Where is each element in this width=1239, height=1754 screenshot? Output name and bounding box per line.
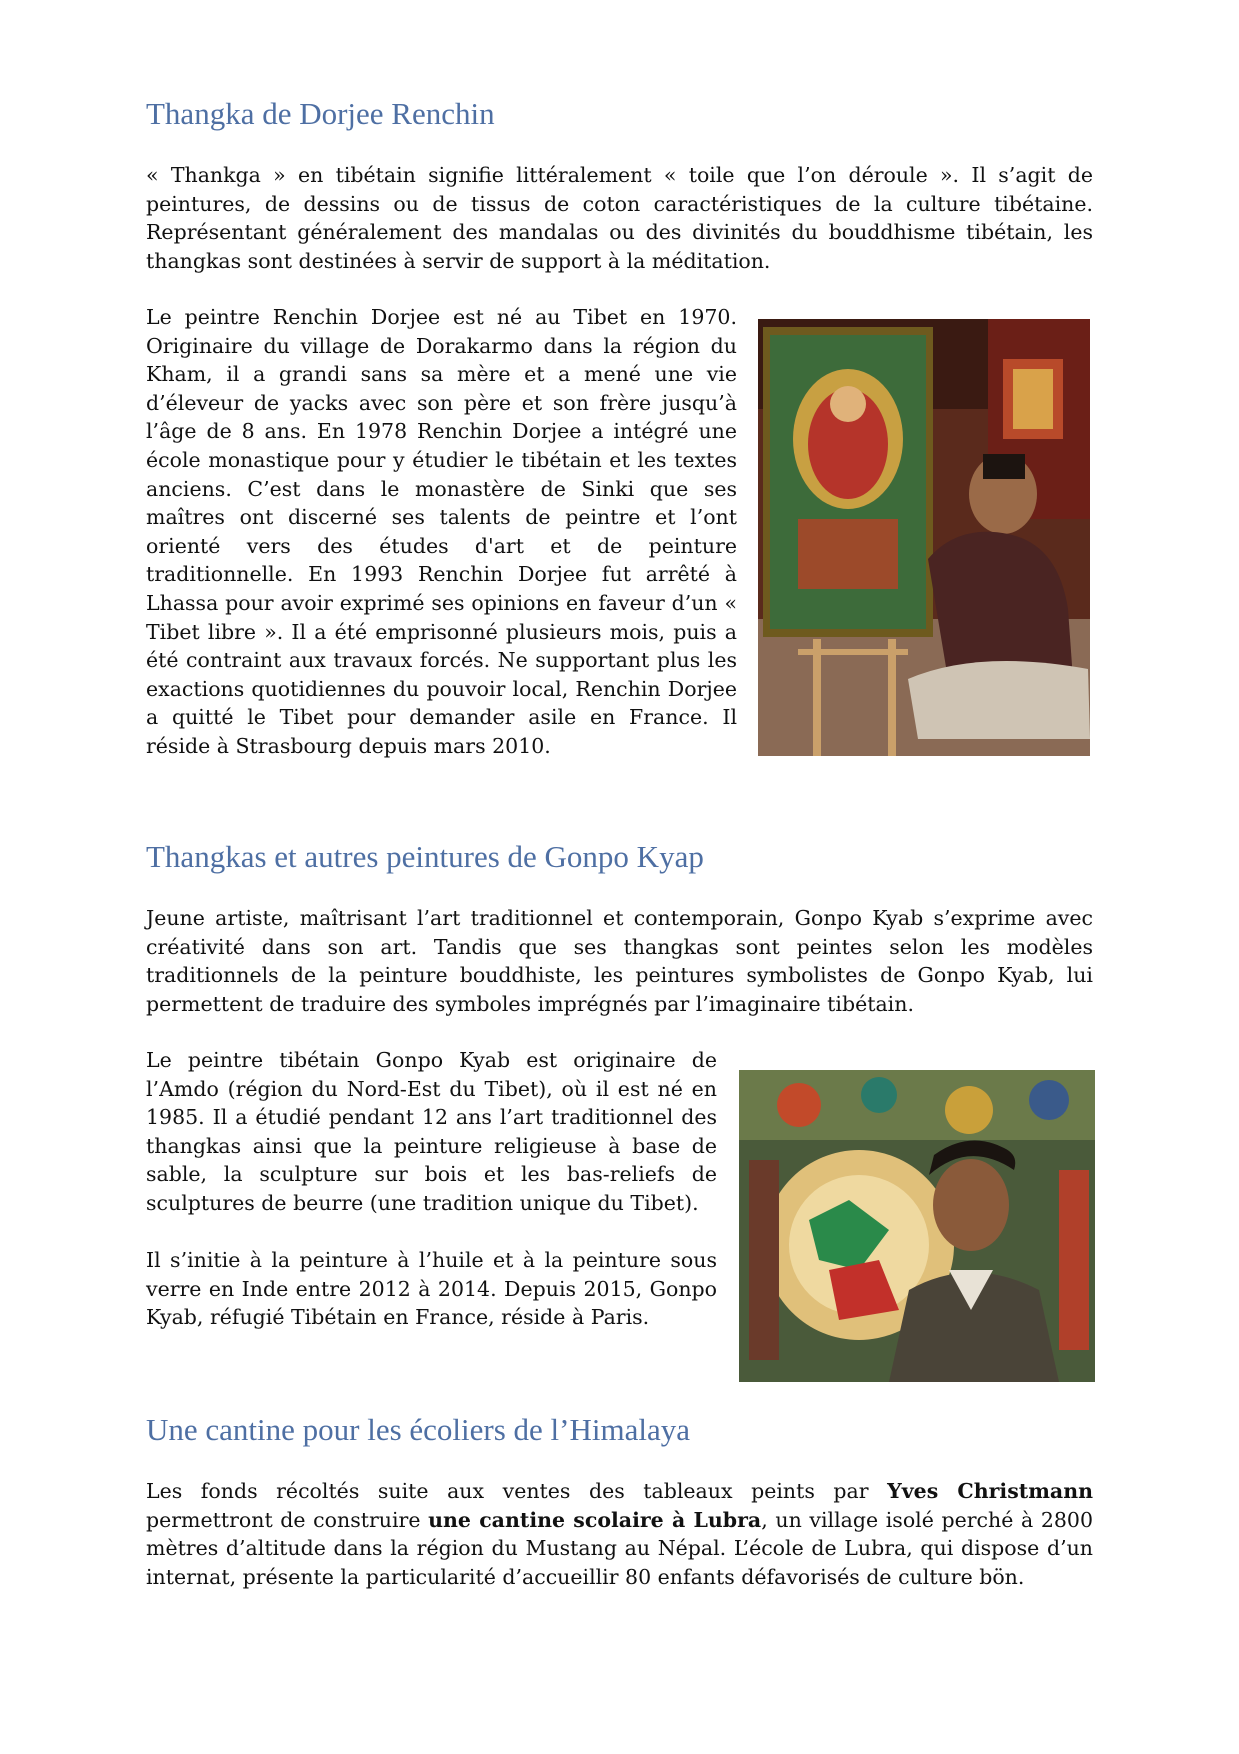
renchin-painting-photo bbox=[758, 319, 1090, 756]
artist-name: Yves Christmann bbox=[887, 1479, 1094, 1503]
section-heading-cantine: Une cantine pour les écoliers de l’Himalaya bbox=[146, 1412, 690, 1447]
cantine-project-name: une cantine scolaire à Lubra bbox=[428, 1507, 762, 1532]
cantine-text-2: permettront de construire bbox=[146, 1507, 429, 1532]
gonpo-biography-paragraph-2: Il s’initie à la peinture à l’huile et à la peinture sous verre en Inde entre 2012 à 2014. Depuis 2015, Gonpo Kyab, réfugié Tibétain en France, réside à Paris. bbox=[146, 1248, 717, 1330]
section-heading-renchin: Thangka de Dorjee Renchin bbox=[146, 96, 495, 131]
gonpo-portrait-photo bbox=[739, 1070, 1095, 1382]
cantine-text-3: , un village isolé perché à 2800 mètres d’altitude dans la région du Mustang au Népal. L’école de Lubra, qui dispose d’un internat, présente la particularité d’accueillir 80 enfants défavorisés de culture bön. bbox=[146, 1507, 1093, 1589]
renchin-biography-paragraph: Le peintre Renchin Dorjee est né au Tibet en 1970. Originaire du village de Dorakarmo dans la région du Kham, il a grandi sans sa mère et a mené une vie d’éleveur de yacks avec son père et son frère jusqu’à l’âge de 8 ans. En 1978 Renchin Dorjee a intégré une école monastique pour y étudier le tibétain et les textes anciens. C’est dans le monastère de Sinki que ses maîtres ont discerné ses talents de peintre et l’ont orienté vers des études d'art et de peinture traditionnelle. En 1993 Renchin Dorjee fut arrêté à Lhassa pour avoir exprimé ses opinions en faveur d’un « Tibet libre ». Il a été emprisonné plusieurs mois, puis a été contraint aux travaux forcés. Ne supportant plus les exactions quotidiennes du pouvoir local, Renchin Dorjee a quitté le Tibet pour demander asile en France. Il réside à Strasbourg depuis mars 2010. bbox=[146, 305, 737, 758]
gonpo-intro-paragraph: Jeune artiste, maîtrisant l’art traditionnel et contemporain, Gonpo Kyab s’exprime avec créativité dans son art. Tandis que ses thangkas sont peintes selon les modèles traditionnels de la peinture bouddhiste, les peintures symbolistes de Gonpo Kyab, lui permettent de traduire des symboles imprégnés par l’imaginaire tibétain. bbox=[146, 906, 1093, 1016]
section-heading-gonpo: Thangkas et autres peintures de Gonpo Kyap bbox=[146, 839, 704, 874]
cantine-text-1: Les fonds récoltés suite aux ventes des tableaux peints par bbox=[146, 1479, 888, 1503]
cantine-paragraph bbox=[146, 1477, 1093, 1591]
gonpo-biography-paragraph: Le peintre tibétain Gonpo Kyab est originaire de l’Amdo (région du Nord-Est du Tibet), où il est né en 1985. Il a étudié pendant 12 ans l’art traditionnel des thangkas ainsi que la peinture religieuse à base de sable, la sculpture sur bois et les bas-reliefs de sculptures de beurre (une tradition unique du Tibet). bbox=[146, 1048, 717, 1215]
thangka-definition-paragraph: « Thankga » en tibétain signifie littéralement « toile que l’on déroule ». Il s’agit de peintures, de dessins ou de tissus de coton caractéristiques de la culture tibétaine. Représentant généralement des mandalas ou des divinités du bouddhisme tibétain, les thangkas sont destinées à servir de support à la méditation. bbox=[146, 163, 1093, 273]
